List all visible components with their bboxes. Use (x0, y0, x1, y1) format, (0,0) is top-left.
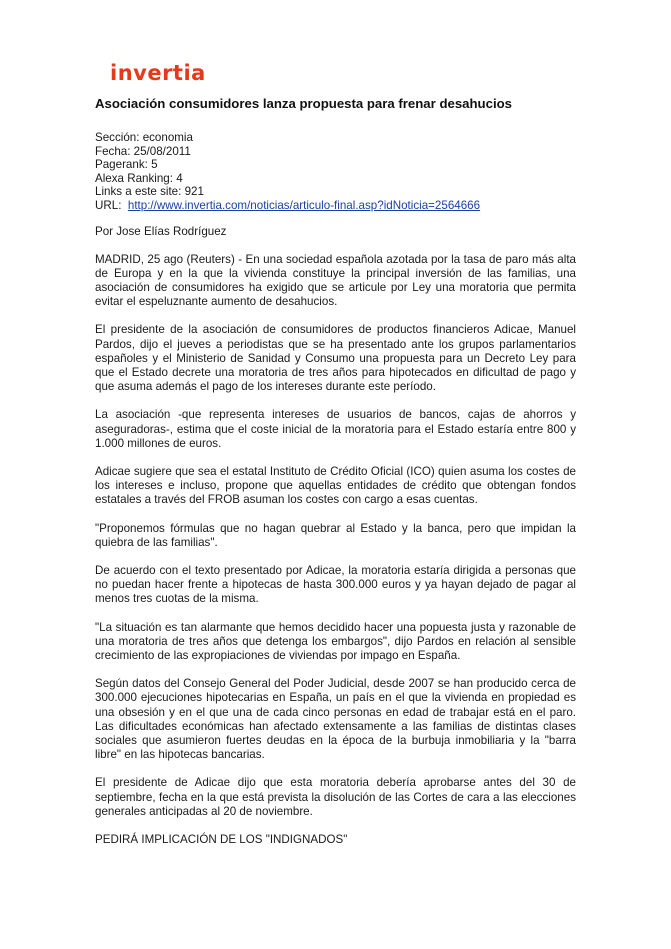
article-paragraph: La asociación -que representa intereses de usuarios de bancos, cajas de ahorros y aseguradoras-, estima que el coste inicial de la moratoria para el Estado estaría entre 800 y 1.000 millones de euros. (95, 408, 576, 450)
meta-url-label: URL: (95, 198, 122, 212)
article-paragraph: "La situación es tan alarmante que hemos decidido hacer una popuesta justa y razonable de una moratoria de tres años que detenga los embargos", dijo Pardos en relación al sensible crecimiento de las expropiaciones de viviendas por impago en España. (95, 620, 576, 662)
article-paragraph: El presidente de la asociación de consumidores de productos financieros Adicae, Manuel Pardos, dijo el jueves a periodistas que se ha presentado ante los grupos parlamentarios españoles y el Ministerio de Sanidad y Consumo una propuesta para un Decreto Ley para que el Estado decrete una moratoria de tres años para hipotecados en dificultad de pago y que asuma además el pago de los intereses durante este período. (95, 323, 576, 394)
meta-fecha: Fecha: 25/08/2011 (95, 144, 191, 158)
article-paragraph: De acuerdo con el texto presentado por Adicae, la moratoria estaría dirigida a personas que no puedan hacer frente a hipotecas de hasta 300.000 euros y ya hayan dejado de pagar al menos tres cuotas de la misma. (95, 563, 576, 606)
section-subheading: PEDIRÁ IMPLICACIÓN DE LOS "INDIGNADOS" (95, 833, 348, 846)
meta-alexa-ranking: Alexa Ranking: 4 (95, 171, 183, 185)
document-page (95, 58, 576, 847)
article-paragraph: Según datos del Consejo General del Poder Judicial, desde 2007 se han producido cerca de 300.000 ejecuciones hipotecarias en España, un país en el que la vivienda en propiedad es una obsesión y en el que una de cada cinco personas en edad de trabajar está en el paro. Las dificultades económicas han afectado extensamente a las familias de distintas clases sociales que asumieron fuertes deudas en la época de la burbuja inmobiliaria y la "barra libre" en las hipotecas bancarias. (95, 677, 576, 762)
article-paragraph: MADRID, 25 ago (Reuters) - En una sociedad española azotada por la tasa de paro más alta de Europa y en la que la vivienda constituye la principal inversión de las familias, una asociación de consumidores ha exigido que se articule por Ley una moratoria que permita evitar el espeluznante aumento de desahucios. (95, 252, 576, 309)
article-meta (95, 131, 576, 212)
article-title: Asociación consumidores lanza propuesta para frenar desahucios (95, 96, 512, 111)
meta-url-line (95, 199, 576, 213)
article-url-link[interactable]: http://www.invertia.com/noticias/articulo-final.asp?idNoticia=2564666 (127, 198, 481, 212)
article-paragraph: Adicae sugiere que sea el estatal Instituto de Crédito Oficial (ICO) quien asuma los costes de los intereses e incluso, propone que aquellas entidades de crédito que obtengan fondos estatales a través del FROB asuman los costes con cargo a esas cuentas. (95, 464, 576, 507)
article-author: Por Jose Elías Rodríguez (95, 225, 227, 238)
article-paragraph: "Proponemos fórmulas que no hagan quebrar al Estado y la banca, pero que impidan la quiebra de las familias". (95, 521, 576, 549)
invertia-logo: invertia (110, 61, 206, 85)
meta-pagerank: Pagerank: 5 (95, 158, 158, 171)
article-paragraph: El presidente de Adicae dijo que esta moratoria debería aprobarse antes del 30 de septiembre, fecha en la que está prevista la disolución de las Cortes de cara a las elecciones generales anticipadas al 20 de noviembre. (95, 776, 576, 818)
meta-seccion: Sección: economia (95, 131, 193, 144)
meta-links: Links a este site: 921 (95, 185, 204, 198)
